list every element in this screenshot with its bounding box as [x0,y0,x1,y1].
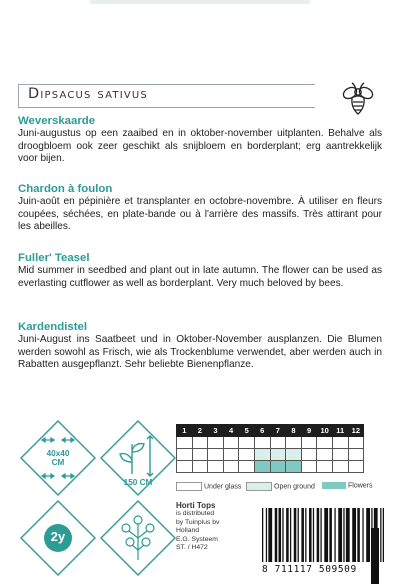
barcode-bar [266,508,267,562]
barcode-bar [352,508,356,562]
section-title: Fuller' Teasel [18,252,90,264]
barcode-bar [346,508,350,562]
barcode-bar [366,508,370,562]
spacing-label: 40x40 CM [46,449,70,467]
distributor-line: ST. / H472 [176,544,208,552]
month-cell: 2 [192,425,208,437]
info-panel [0,418,400,584]
barcode-bar [329,508,332,562]
month-cell: 8 [286,425,302,437]
barcode-bar [313,508,314,562]
distributor-line: Holland [176,527,200,535]
barcode-bar [282,508,283,562]
calendar-row-flowers [177,461,364,473]
open-ground-cell [286,449,302,461]
legend-swatch [322,482,346,489]
registration-bar [371,528,379,584]
legend-swatch [246,482,272,491]
legend-swatch [176,482,202,491]
sowing-calendar [176,424,364,473]
barcode-bar [290,508,291,562]
month-cell: 6 [254,425,270,437]
barcode-bar [262,508,263,562]
calendar-months-row [177,425,364,437]
section-english [18,251,382,290]
month-cell: 5 [239,425,255,437]
flowers-cell [286,461,302,473]
section-text: Mid summer in seedbed and plant out in late autumn. The flower can be used as everlasting cutflower as well as borderplant. Very much beloved by bees. [18,265,382,289]
open-ground-cell [254,449,270,461]
barcode-bar [357,508,360,562]
barcode-bar [275,508,278,562]
barcode-number: 8 711117 509509 [262,564,357,575]
barcode-bar [279,508,282,562]
section-text: Juin-août en pépinière et transplanter en octobre-novembre. À utiliser en fleurs coupées, séchées, en plate-bande ou à l'arrière des massifs. Très attirant pour les abeilles. [18,196,382,233]
distributor-info [176,502,219,552]
section-french [18,182,382,234]
section-title: Chardon à foulon [18,183,113,195]
month-cell: 3 [208,425,224,437]
barcode-bar [309,508,312,562]
height-label: 150 CM [123,478,153,487]
bee-icon [338,78,378,118]
barcode-bar [298,508,299,562]
month-cell: 10 [317,425,333,437]
section-text: Juni-August ins Saatbeet und in Oktober-November ausplanzen. Die Blumen werden sowohl as Frisch, wie als Trockenblume verwendet, aber werden auch in Rabatten ausgepflanzt. Sehr beliebte Bienenpflanze. [18,334,382,371]
barcode-bar [343,508,344,562]
section-german [18,320,382,372]
biennial-label: 2y [50,529,66,544]
barcode-bar [320,508,321,562]
flowers-cell [270,461,286,473]
section-dutch [18,114,382,166]
brand-name: Horti Tops [176,501,216,510]
distributor-line: by Tuinplus bv [176,518,220,526]
barcode-bar [383,508,384,562]
barcode-bar [301,508,304,562]
barcode-bar [338,508,342,562]
section-title: Kardendistel [18,321,87,333]
section-text: Juni-augustus op een zaaibed en in oktober-november uitplanten. Behalve als droogbloem ook zeer geschikt als snijbloem en borderplant; erg aantrekkelijk voor bijen. [18,128,382,165]
legend-flowers: Flowers [322,482,373,489]
flower-diamond-icon [98,498,178,578]
month-cell: 9 [301,425,317,437]
barcode-bar [380,508,381,562]
barcode-bar [294,508,297,562]
flowers-cell [254,461,270,473]
barcode-bar [362,508,363,562]
barcode-bar [334,508,335,562]
month-cell: 12 [348,425,364,437]
distributor-line: E.G. Systeem [176,535,218,543]
latin-name: Dipsacus sativus [28,86,148,102]
barcode-bar [305,508,306,562]
barcode-bar [317,508,320,562]
calendar-row-under-glass [177,437,364,449]
top-strip [90,0,310,4]
month-cell: 1 [177,425,193,437]
month-cell: 4 [223,425,239,437]
barcode-bar [286,508,289,562]
calendar-row-open-ground [177,449,364,461]
distributor-line: is distributed [176,510,215,518]
legend-under-glass: Under glass [176,482,241,491]
section-title: Weverskaarde [18,115,96,127]
barcode-bar [268,508,272,562]
latin-name-header [18,84,382,110]
legend-open-ground: Open ground [246,482,315,491]
barcode [262,508,384,562]
barcode-bar [324,508,328,562]
month-cell: 7 [270,425,286,437]
open-ground-cell [270,449,286,461]
month-cell: 11 [332,425,348,437]
